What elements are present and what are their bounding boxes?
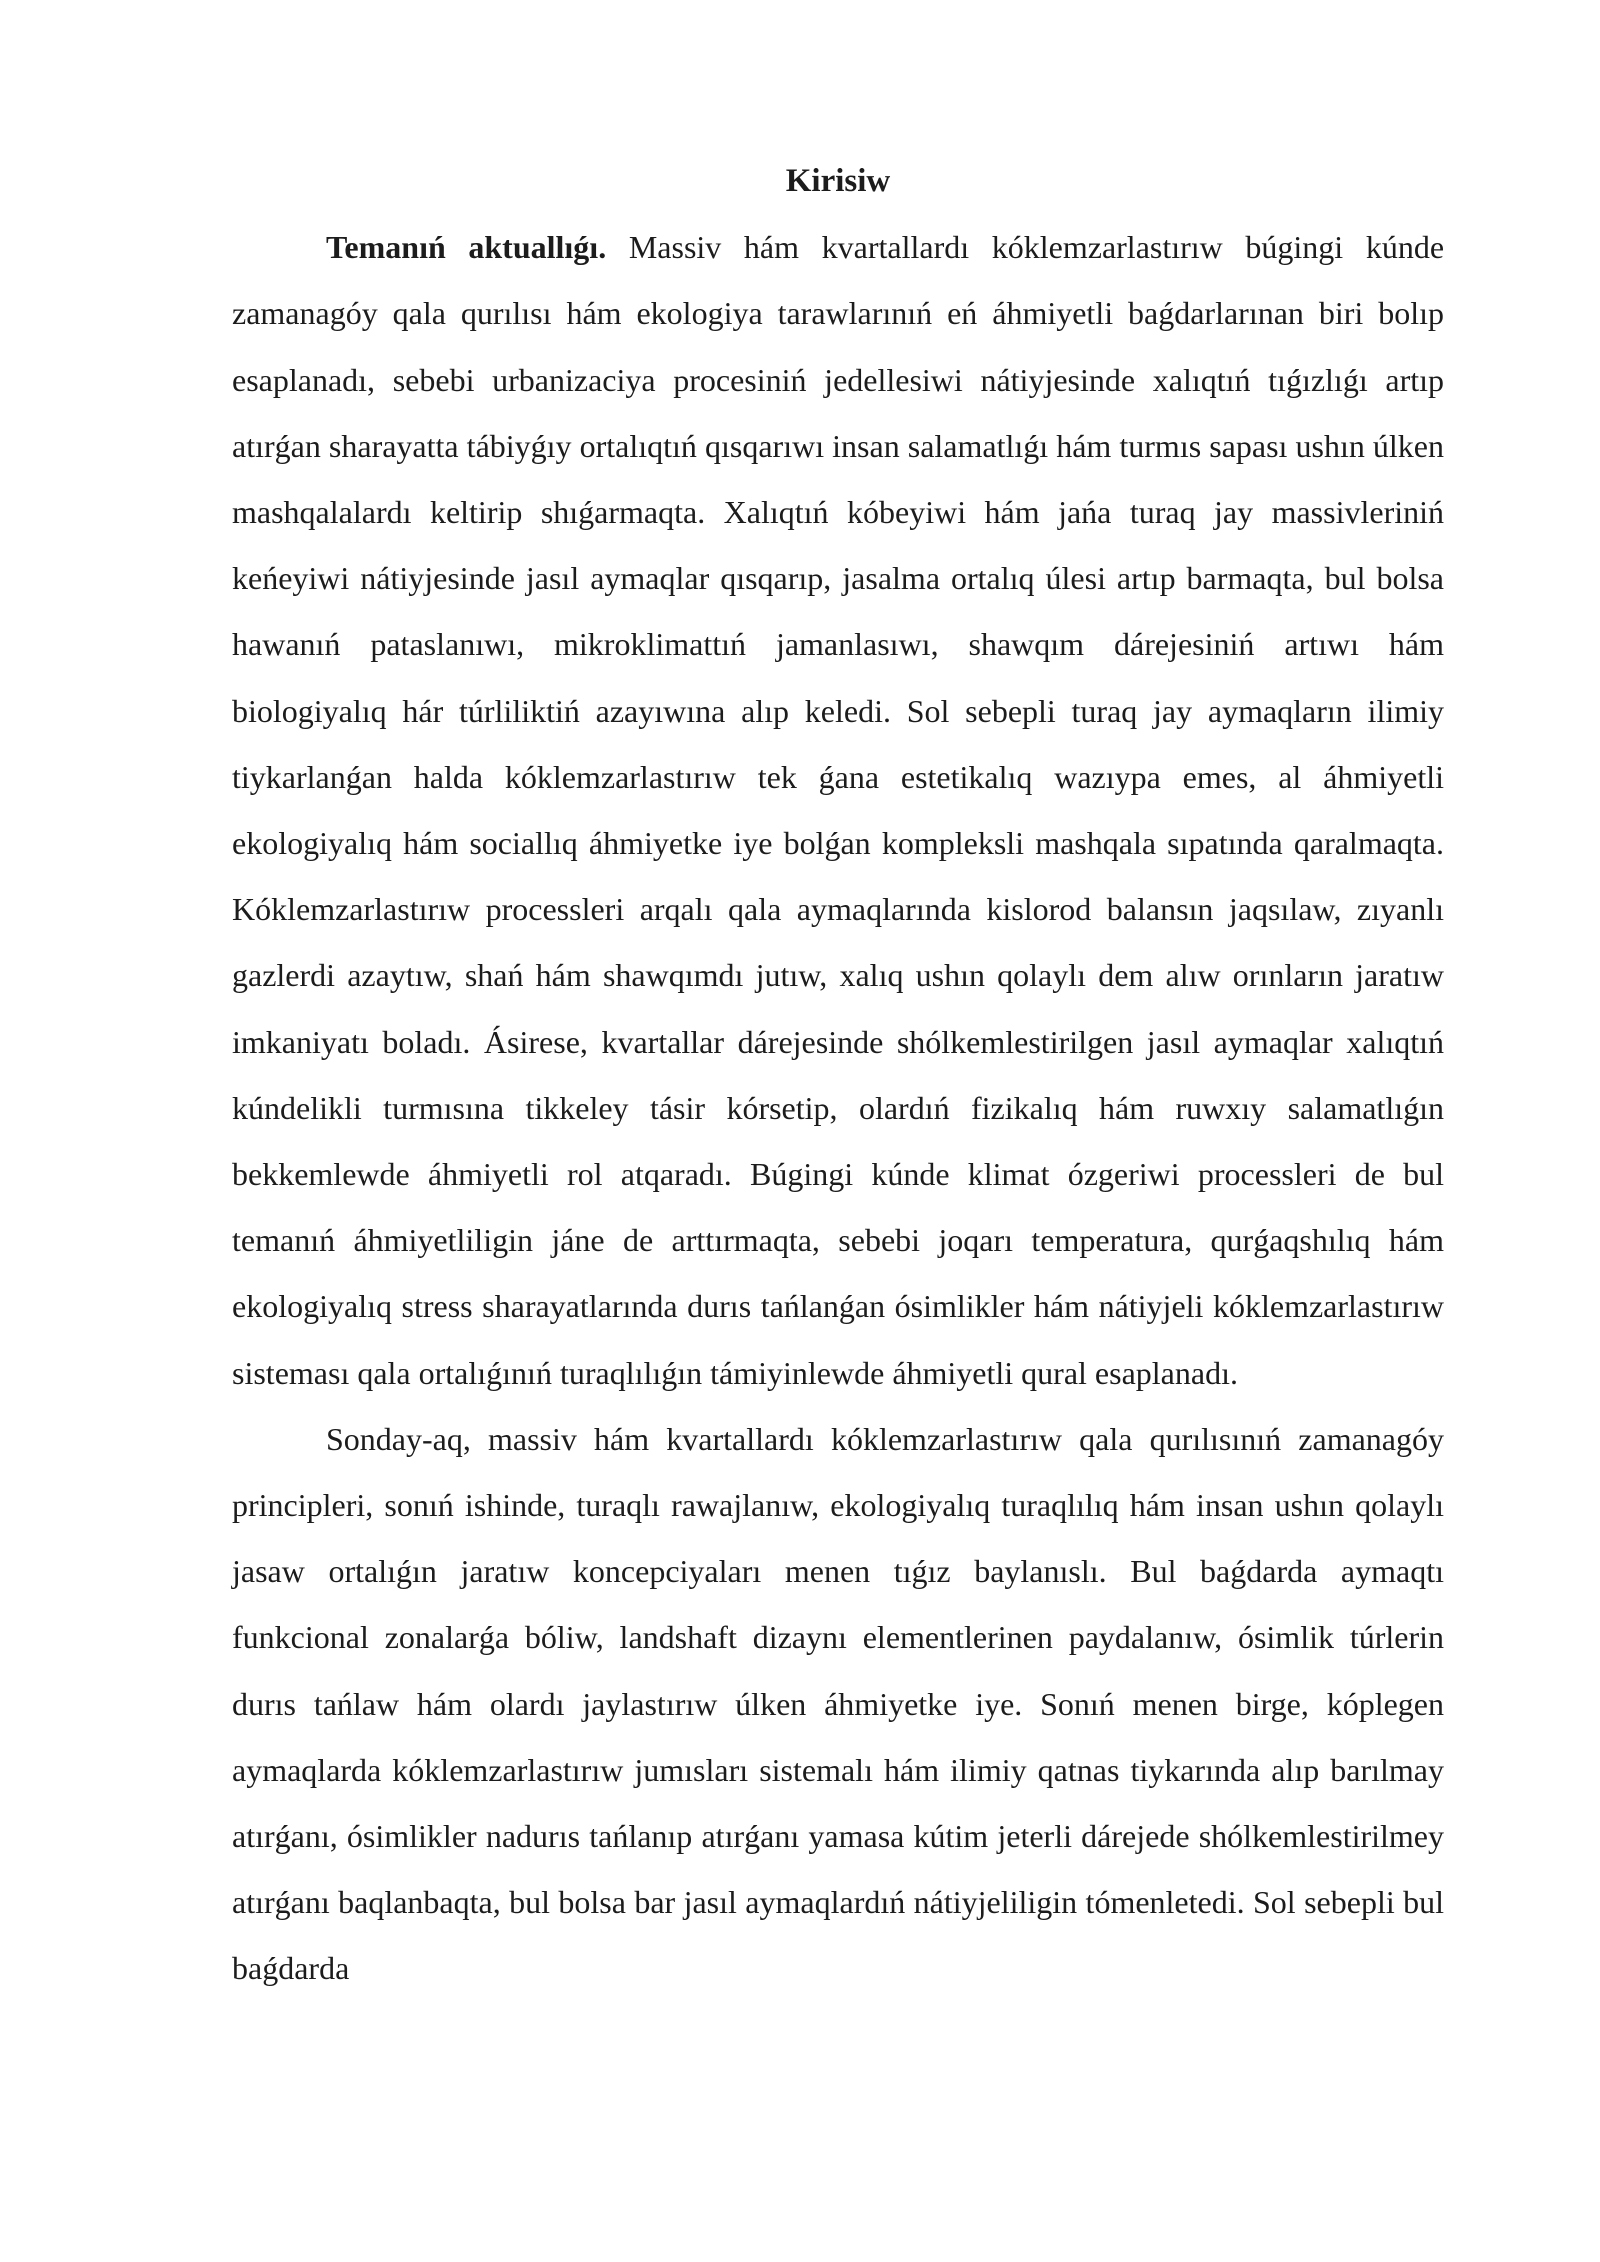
paragraph-continuation: Sonday-aq, massiv hám kvartallardı kóklemzarlastırıw qala qurılısınıń zamanagóy principleri, sonıń ishinde, turaqlı rawajlanıw, ekologiyalıq turaqlılıq hám insan ushın qolaylı jasaw ortalıǵın jaratıw koncepciyaları menen tıǵız baylanıslı. Bul baǵdarda aymaqtı funkcional zonalarǵa bóliw, landshaft dizaynı elementlerinen paydalanıw, ósimlik túrlerin durıs tańlaw hám olardı jaylastırıw úlken áhmiyetke iye. Sonıń menen birge, kóplegen aymaqlarda kóklemzarlastırıw jumısları sistemalı hám ilimiy qatnas tiykarında alıp barılmay atırǵanı, ósimlikler nadurıs tańlanıp atırǵanı yamasa kútim jeterli dárejede shólkemlestirilmey atırǵanı baqlanbaqta, bul bolsa bar jasıl aymaqlardıń nátiyjeliligin tómenletedi. Sol sebepli bul baǵdarda [232, 1420, 1444, 1987]
paragraph-lead: Temanıń aktuallıǵı. [326, 229, 607, 266]
document-body [232, 148, 1444, 2002]
section-heading: Kirisiw [785, 163, 891, 199]
paragraph-text: Massiv hám kvartallardı kóklemzarlastırıw búgingi kúnde zamanagóy qala qurılısı hám ekologiya tarawlarınıń eń áhmiyetli baǵdarlarınan biri bolıp esaplanadı, sebebi urbanizaciya procesiniń jedellesiwi nátiyjesinde xalıqtıń tıǵızlıǵı artıp atırǵan sharayatta tábiyǵıy ortalıqtıń qısqarıwı insan salamatlıǵı hám turmıs sapası ushın úlken mashqalalardı keltirip shıǵarmaqta. Xalıqtıń kóbeyiwi hám jańa turaq jay massivleriniń keńeyiwi nátiyjesinde jasıl aymaqlar qısqarıp, jasalma ortalıq úlesi artıp barmaqta, bul bolsa hawanıń pataslanıwı, mikroklimattıń jamanlasıwı, shawqım dárejesiniń artıwı hám biologiyalıq hár túrliliktiń azayıwına alıp keledi. Sol sebepli turaq jay aymaqların ilimiy tiykarlanǵan halda kóklemzarlastırıw tek ǵana estetikalıq wazıypa emes, al áhmiyetli ekologiyalıq hám sociallıq áhmiyetke iye bolǵan kompleksli mashqala sıpatında qaralmaqta. Kóklemzarlastırıw processleri arqalı qala aymaqlarında kislorod balansın jaqsılaw, zıyanlı gazlerdi azaytıw, shań hám shawqımdı jutıw, xalıq ushın qolaylı dem alıw orınların jaratıw imkaniyatı boladı. Ásirese, kvartallar dárejesinde shólkemlestirilgen jasıl aymaqlar xalıqtıń kúndelikli turmısına tikkeley tásir kórsetip, olardıń fizikalıq hám ruwxıy salamatlıǵın bekkemlewde áhmiyetli rol atqaradı. Búgingi kúnde klimat ózgeriwi processleri de bul temanıń áhmiyetliligin jáne de arttırmaqta, sebebi joqarı temperatura, qurǵaqshılıq hám ekologiyalıq stress sharayatlarında durıs tańlanǵan ósimlikler hám nátiyjeli kóklemzarlastırıw sisteması qala ortalıǵınıń turaqlılıǵın támiyinlewde áhmiyetli qural esaplanadı. [232, 229, 1445, 1391]
paragraph-relevance [232, 214, 1444, 1406]
